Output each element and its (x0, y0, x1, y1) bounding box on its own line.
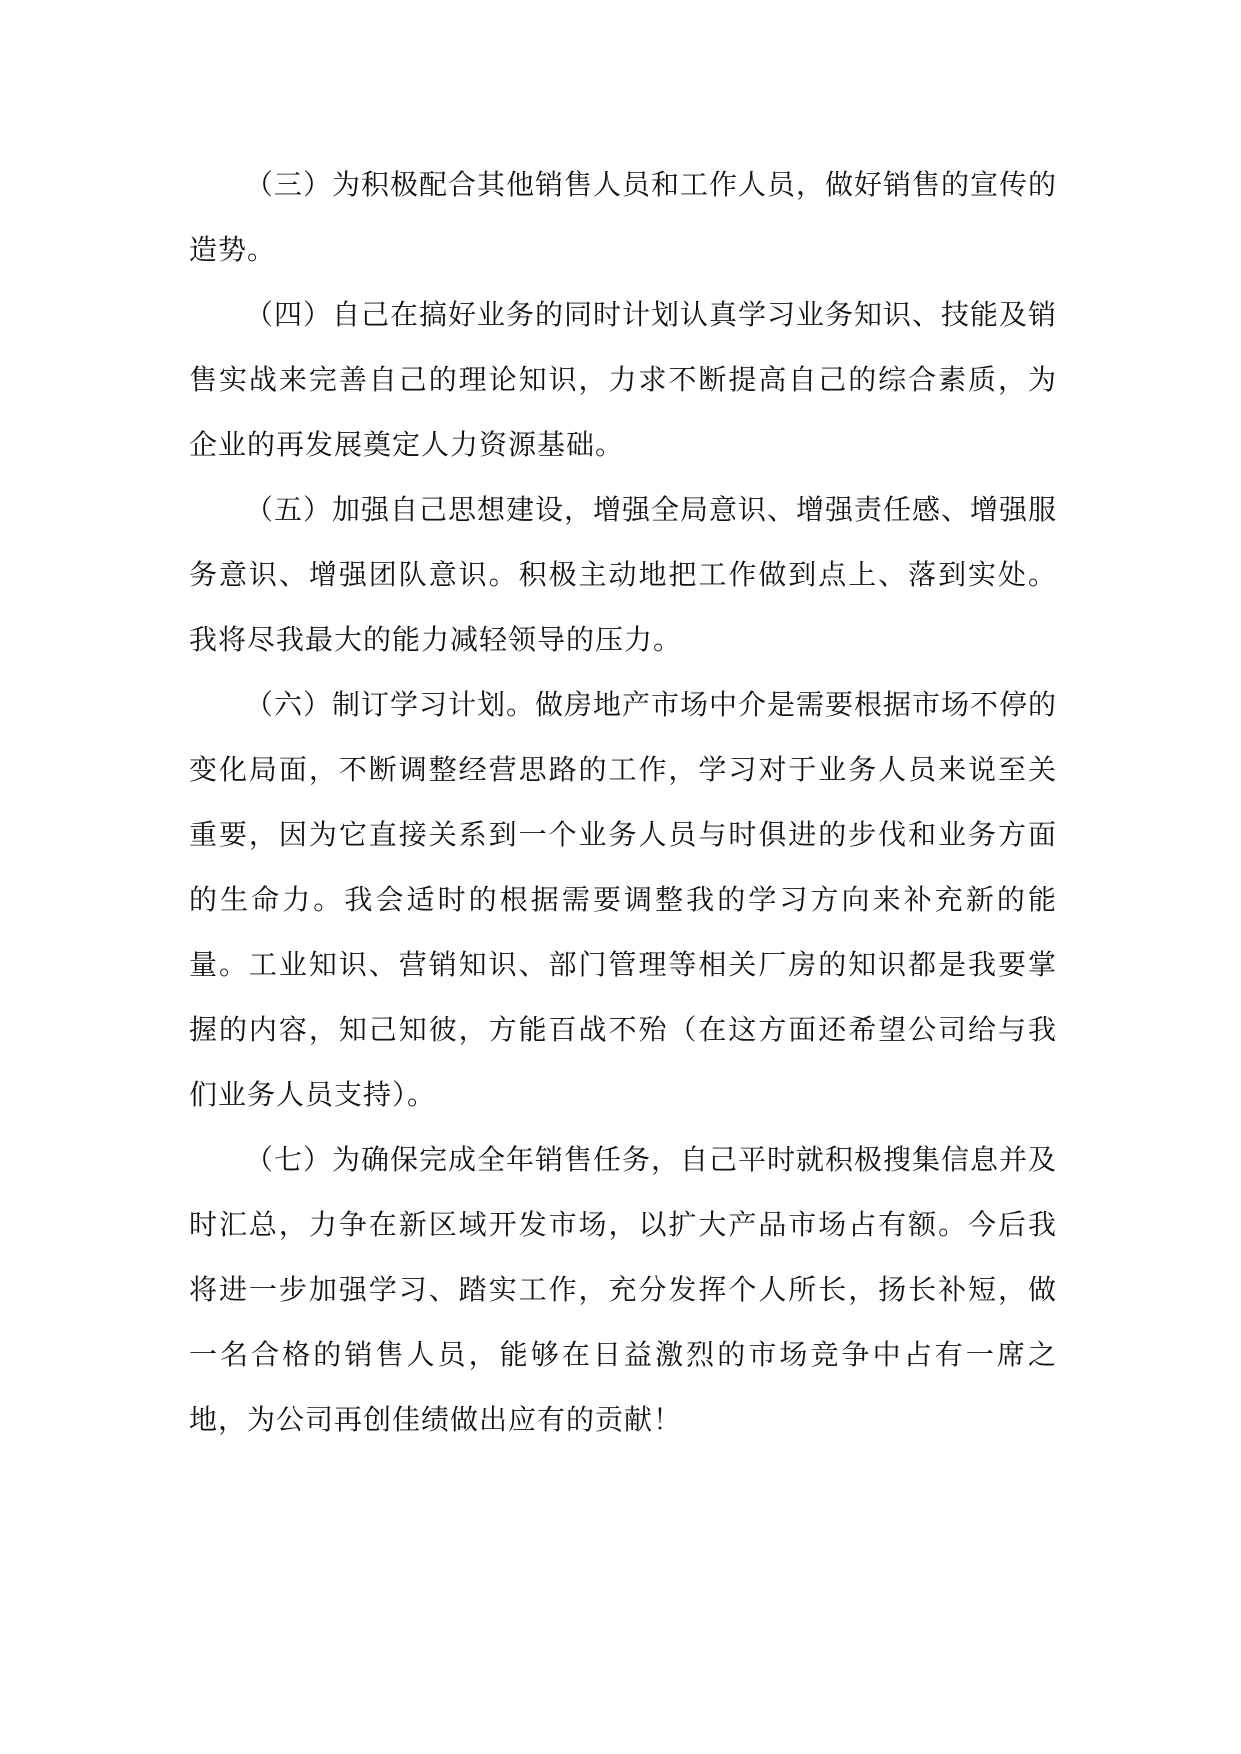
paragraph-6: （六）制订学习计划。做房地产市场中介是需要根据市场不停的变化局面，不断调整经营思路的工作，学习对于业务人员来说至关重要，因为它直接关系到一个业务人员与时俱进的步伐和业务方面的生命力。我会适时的根据需要调整我的学习方向来补充新的能量。工业知识、营销知识、部门管理等相关厂房的知识都是我要掌握的内容，知己知彼，方能百战不殆（在这方面还希望公司给与我们业务人员支持）。 (189, 688, 1058, 1111)
paragraph-3: （三）为积极配合其他销售人员和工作人员，做好销售的宣传的造势。 (189, 168, 1058, 266)
paragraph-7: （七）为确保完成全年销售任务，自己平时就积极搜集信息并及时汇总，力争在新区域开发市场，以扩大产品市场占有额。今后我将进一步加强学习、踏实工作，充分发挥个人所长，扬长补短，做一名合格的销售人员，能够在日益激烈的市场竞争中占有一席之地，为公司再创佳绩做出应有的贡献！ (189, 1143, 1058, 1436)
paragraph-5: （五）加强自己思想建设，增强全局意识、增强责任感、增强服务意识、增强团队意识。积极主动地把工作做到点上、落到实处。我将尽我最大的能力减轻领导的压力。 (189, 493, 1058, 656)
paragraph-4: （四）自己在搞好业务的同时计划认真学习业务知识、技能及销售实战来完善自己的理论知识，力求不断提高自己的综合素质，为企业的再发展奠定人力资源基础。 (189, 298, 1058, 461)
document-body (189, 152, 1057, 1452)
